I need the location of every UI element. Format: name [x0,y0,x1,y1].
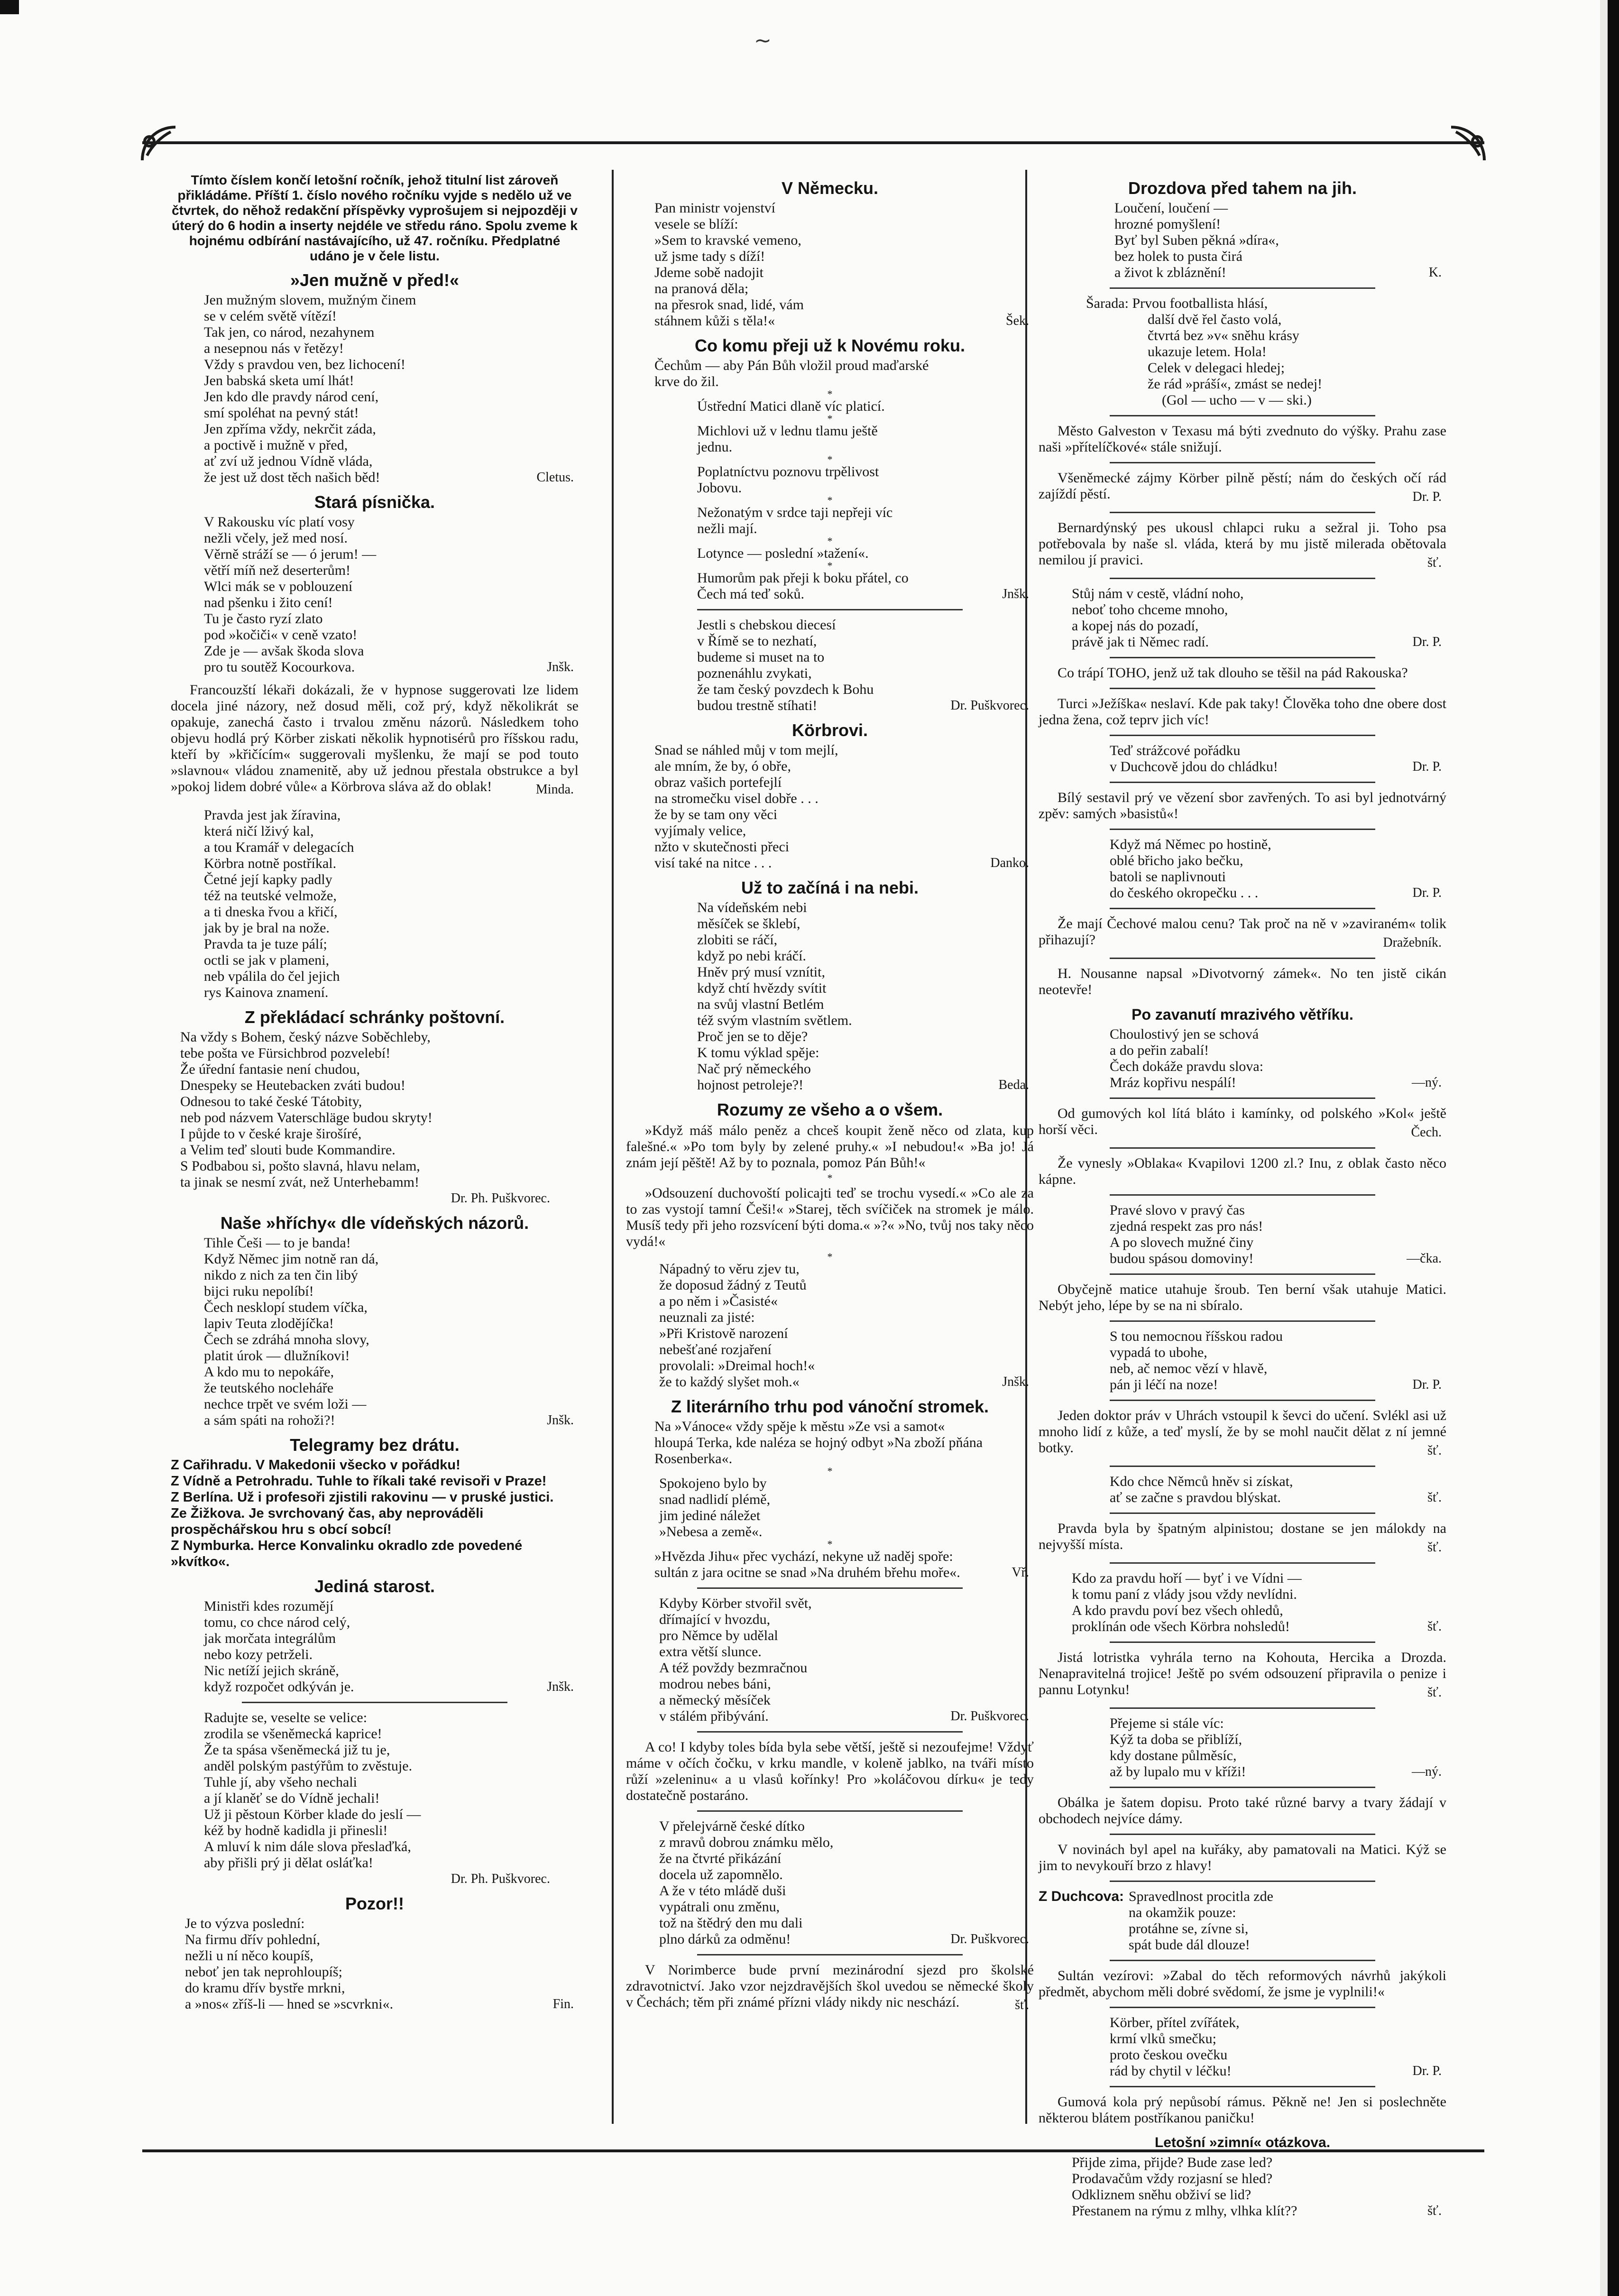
signature: Šek. [1006,314,1029,328]
separator-rule [697,1810,963,1812]
poem: Radujte se, veselte se velice: zrodila se všeněmecká kaprice! Že ta spása všeněmecká již tu je, anděl polským pastýřům to zvěstuje. Tuhle jí, aby všeho nechali a jí klaněť se do Vídně jechali! Už ji pěstoun Körber klade do jeslí — kéž by hodně kadidla ji přinesli! A mluví k nim dále slova přeslaďká, aby přišli prý ji dělat osláťka! [204,1710,421,1871]
separator-rule [1110,1194,1375,1196]
separator-rule [1110,1562,1375,1564]
separator-rule [1110,1097,1375,1099]
separator-rule [697,609,963,610]
separator-rule [1110,1787,1375,1788]
separator-rule [1110,908,1375,909]
separator-star: * [827,1465,833,1477]
paragraph: »Odsouzení duchovoští policajti teď se trochu vysedí.« »Co ale za to zas vystojí tamní Češi!« »Starej, těch svíčiček na stromek je málo. Musíš tedy při jeho rozsvícení býti doma.« »?« »No, tvůj nos taky něco vydá!« [626,1185,1034,1249]
signature: Dr. Puškvorec. [950,698,1029,713]
separator-star: * [827,453,833,465]
poem: Teď strážcové pořádku v Duchcově jdou do chládku! [1110,743,1278,775]
handwritten-mark: ~ [754,28,772,53]
separator-rule [1110,829,1375,830]
section-title: Letošní »zimní« otázkova. [1154,2135,1331,2150]
signature: šť. [1427,1490,1442,1505]
poem: Kdo za pravdu hoří — byť i ve Vídni — k tomu paní z vlády jsou vždy nevlídni. A kdo pravdu poví bez všech ohledů, proklínán ode všech Körbra nohsledů! [1072,1570,1302,1634]
paragraph: Od gumových kol lítá bláto i kamínky, od polského »Kol« ještě horší věci. [1039,1106,1446,1137]
separator-rule [1110,1707,1375,1709]
paragraph: »Když máš málo peněz a chceš koupit ženě něco od zlata, kup falešné.« »Po tom byly by zelené pruhy.« »I nebudou!« »Ba jo! Já znám její pěště! Až by to poznala, pomoz Pán Bůh!« [626,1123,1034,1171]
poem: Na vídeňském nebi měsíček se šklebí, zlobiti se ráčí, když po nebi kráčí. Hněv prý musí vznítit, když chtí hvězdy svítit na svůj vlastní Betlém též svým vlastním světlem. Proč jen se to děje? K tomu výklad spěje: Nač prý německého hojnost petroleje?! [697,900,852,1093]
paragraph: Bernardýnský pes ukousl chlapci ruku a sežral ji. Toho psa potřebovala by naše sl. vláda, která by mu jistě milerada obětovala nemilou jí pravici. [1039,520,1446,568]
signature: Dr. P. [1412,759,1442,774]
signature: Dr. Ph. Puškvorec. [451,1191,550,1206]
section-title: »Jen mužně v před!« [290,270,460,290]
poem: Choulostivý jen se schová a do peřin zabalí! Čech dokáže pravdu slova: Mráz kopřivu nespálí! [1110,1026,1264,1090]
signature: šť. [1427,555,1442,570]
poem: Je to výzva poslední: Na firmu dřív pohlední, nežli u ní něco koupíš, neboť jen tak neprohloupíš; do kramu dřív bystře mrkni, a »nos« zříš-li — hned se »scvrkni«. [185,1916,394,2012]
signature: Dr. P. [1412,2064,1442,2078]
signature: Jnšk. [547,660,574,674]
signature: —ný. [1412,1764,1442,1779]
poem: Nápadný to věru zjev tu, že doposud žádný z Teutů a po něm i »Časisté« neuznali za jisté: »Při Kristově narození nebešťané rozjaření provolali: »Dreimal hoch!« že to každý slyšet moh.« [659,1261,815,1390]
signature: Danko. [990,856,1029,870]
separator-star: * [827,560,833,572]
poem: Přijde zima, přijde? Bude zase led? Prodavačům vždy rozjasní se hled? Odkliznem sněhu obživí se lid? Přestanem na rýmu z mlhy, vlhka klít?? [1072,2155,1297,2219]
column-3 [1039,156,1446,2219]
separator-rule [1110,1320,1375,1322]
charade: Šarada: Prvou footballista hlásí, další dvě řel často volá, čtvrtá bez »v« sněhu krásy ukazuje letem. Hola! Celek v delegaci hledej; že rád »práší«, zmást se nedej! (Gol — ucho — v — ski.) [1086,295,1323,408]
paragraph: Co trápí TOHO, jenž už tak dlouho se těšil na pád Rakouska? [1058,665,1408,681]
section-title: Už to začíná i na nebi. [741,878,919,897]
section-title: Körbrovi. [791,720,868,740]
content-frame [142,137,1484,2219]
separator-star: * [827,388,833,400]
poem: Snad se náhled můj v tom mejlí, ale mním, že by, ó obře, obraz vašich portefejlí na stromečku visel dobře . . . že by se tam ony věci vyjímaly velice, nžto v skutečnosti přeci visí také na nitce . . . [654,742,838,871]
separator-rule [1110,462,1375,463]
signature: Dr. Puškvorec. [950,1709,1029,1724]
poem: V přelejvárně české dítko z mravů dobrou známku mělo, že na čtvrté přikázání docela už zapomnělo. A že v této mládě duši vypátrali onu změnu, tož na štědrý den mu dali plno dárků za odměnu! [659,1818,834,1947]
paragraph: Jeden doktor práv v Uhrách vstoupil k ševci do učení. Svlékl asi už mnoho lidí z kůže, a teď myslí, že by se mohl naučit dělat z ní jemné botky. [1039,1408,1446,1456]
paragraph: Bílý sestavil prý ve vězení sbor zavřených. To asi byl jednotvárný zpěv: samých »basistů«! [1039,790,1446,821]
separator-rule [1110,688,1375,689]
signature: Fin. [552,1997,574,2011]
duchcov-note: Z Duchcova: Spravedlnost procitla zde na okamžik pouze: protáhne se, zívne si, spát bude dál dlouze! [1039,1889,1273,1953]
separator-rule [1110,1466,1375,1467]
section-title: Naše »hříchy« dle vídeňských názorů. [220,1213,529,1233]
corner-ornament-icon [1444,122,1489,168]
poem: Kdyby Körber stvořil svět, dřímající v hvozdu, pro Němce by udělal extra větší slunce. A též povždy bezmračnou modrou nebes báni, a německý měsíček v stálém přibývání. [659,1595,812,1724]
paragraph: Na »Vánoce« vždy spěje k městu »Ze vsi a samot« hloupá Terka, kde naléza se hojný odbyt »Na zboží pňána Rosenberka«. [654,1419,983,1466]
separator-rule [1110,2007,1375,2008]
column-1 [171,156,579,2012]
section-title: Po zavanutí mrazivého větříku. [1131,1006,1353,1023]
poem: Körber, přítel zvířátek, krmí vlků smečku; proto českou ovečku rád by chytil v léčku! [1110,2015,1240,2079]
section-title: V Německu. [781,178,879,198]
page-edge [1600,0,1608,2296]
scan-border [1608,0,1619,2296]
separator-rule [697,1731,963,1733]
column-2: V Německu. Pan ministr vojenství vesele se blíží: »Sem to kravské vemeno, už jsme tady s díží! Jdeme sobě nadojit na pranová děla; na přesrok snad, lidé, vám stáhnem kůži s těla!« Šek. Co komu přeji už k Novému roku. Čechům — aby Pán Bůh vložil proud maďarské krve do žil. * Ústřední Matici dlaně víc platicí. * Michlovi už v lednu tlamu ještě jednu. * Poplatníctvu poznovu trpělivost Jobovu. * Nežonatým v srdce taji nepřeji víc nežli mají. * Lotynce — poslední »tažení«. * Humorům pak přeji k boku přátel, co Čech má teď soků. Jnšk. Jestli s chebskou diecesí v Římě se to nezhatí, budeme si muset na to poznenáhlu zvykati, že tam český povzdech k Bohu budou trestně stíhati! Dr. Puškvorec. Körbrovi. Snad se náhled můj v tom mejlí, ale mním, že by, ó obře, obraz vašich portefejlí na stromečku visel dobře . . . že by se tam ony věci vyjímaly velice, nžto v skutečnosti přeci visí také na nitce . . . Danko. Už to začíná i na nebi. Na vídeňském nebi měsíček se šklebí, zlobiti se ráčí, když po nebi kráčí. Hněv prý musí vznítit, když chtí hvězdy svítit na svůj vlastní Betlém též svým vlastním světlem. Proč jen se to děje? K tomu výklad spěje: Nač prý německého hojnost petroleje?! Beda. Rozumy ze všeho a o všem. »Když máš málo peněz a chceš koupit ženě něco od zlata, kup falešné.« »Po tom byly by zelené pruhy.« »I nebudou!« »Ba jo! Já znám její pěště! Až by to poznala, pomoz Pán Bůh!« * »Odsouzení duchovoští policajti teď se trochu vysedí.« »Co ale za to zas vystojí tamní Češi!« »Starej, těch svíčiček na stromek je málo. Musíš tedy při jeho rozsvícení býti doma.« »?« »No, tvůj nos taky něco vydá!« * Nápadný to věru zjev tu, že doposud žádný z Teutů a po něm i »Časisté« neuznali za jisté: »Při Kristově narození nebešťané rozjaření provolali: »Dreimal hoch!« že to každý slyšet moh.« Jnšk. Z literárního trhu pod vánoční stromek. Na »Vánoce« vždy spěje k městu »Ze vsi a samot« hloupá Terka, kde naléza se hojný odbyt »Na zboží pňána Rosenberka«. * Spokojeno bylo by snad nadlidí plémě, jim jediné náležet »Nebesa a země«. * »Hvězda Jihu« přec vychází, nekyne už naděj spoře: sultán z jara ocitne se snad »Na druhém břehu moře«. Vř. Kdyby Körber stvořil svět, dřímající v hvozdu, pro Němce by udělal extra větší slunce. A též povždy bezmračnou modrou nebes báni, a německý měsíček v stálém přibývání. Dr. Puškvorec. A co! I kdyby toles bída byla sebe větší, ještě si nezoufejme! Vždyť máme v očích čočku, v krku mandle, v koleně jablko, na tváři místo růží »zeleninu« a u vlasů kořínky! Pro »koláčovou dírku« je tedy dostatečně postaráno. V přelejvárně české dítko z mravů dobrou známku mělo, že na čtvrté přikázání docela už zapomnělo. A že v této mládě duši vypátrali onu změnu, tož na štědrý den mu dali plno dárků za odměnu! Dr. Puškvorec. V Norimberce bude první mezinárodní sjezd pro školské zdravotnictví. Jako vzor nejzdravějších škol uvedou se německé školy v Čechách; těm při známé přízni vlády nikdy nic neschází. šť. [626,178,1034,2012]
separator-rule [1110,1960,1375,1961]
separator-rule [697,1954,963,1955]
signature: šť. [1427,1619,1442,1634]
signature: šť. [1427,1685,1442,1700]
poem: S tou nemocnou říšskou radou vypadá to ubohe, neb, ač nemoc vězí v hlavě, pán ji léčí na noze! [1110,1328,1283,1392]
separator-rule [1110,1512,1375,1514]
separator-rule [1110,1834,1375,1835]
signature: šť. [1427,2204,1442,2218]
separator-rule [1110,287,1375,289]
paragraph: Jistá lotristka vyhrála terno na Kohouta, Hercika a Drozda. Nenapravitelná trojice! Ještě po svém odsouzení připravila o penize i pannu Lotynku! [1039,1650,1446,1697]
separator-rule [1110,578,1375,579]
separator-star: * [827,1538,833,1550]
separator-rule [1110,2086,1375,2087]
separator-star: * [827,1172,833,1184]
poem: Kdo chce Němců hněv si získat, ať se začne s pravdou blýskat. [1110,1474,1293,1505]
paragraph: Čechům — aby Pán Bůh vložil proud maďarské krve do žil. [654,358,929,389]
signature: Dr. P. [1412,1377,1442,1392]
signature: Minda. [535,782,574,797]
poem: Pan ministr vojenství vesele se blíží: »Sem to kravské vemeno, už jsme tady s díží! Jdeme sobě nadojit na pranová děla; na přesrok snad, lidé, vám stáhnem kůži s těla!« [654,200,804,329]
separator-star: * [827,413,833,424]
separator-star: * [827,494,833,506]
paragraph: V Norimberce bude první mezinárodní sjezd pro školské zdravotnictví. Jako vzor nejzdravějších škol uvedou se německé školy v Čechách; těm při známé přízni vlády nikdy nic neschází. [626,1962,1034,2010]
poem: Jen mužným slovem, mužným činem se v celém světě vítězí! Tak jen, co národ, nezahynem a nesepnou nás v řetězy! Vždy s pravdou ven, bez lichocení! Jen babská sketa umí lhát! Jen kdo dle pravdy národ cení, smí spoléhat na pevný stát! Jen zpříma vždy, nekrčit záda, a poctivě i mužně v před, ať zví už jednou Vídně vláda, že jest už dost těch našich běd! [204,292,416,485]
poem: Když má Němec po hostině, oblé břicho jako bečku, batoli se naplivnouti do českého okropečku . . . [1110,837,1271,901]
signature: Jnšk. [547,1679,574,1694]
paragraph: Pravda byla by špatným alpinistou; dostane se jen málokdy na nejvyšší místa. [1039,1521,1446,1552]
separator-rule [242,1702,507,1703]
separator-rule [1110,512,1375,513]
signature: Dr. Ph. Puškvorec. [451,1872,550,1886]
separator-rule [1110,1881,1375,1882]
paragraph: Obyčejně matice utahuje šroub. Ten berní však utahuje Matici. Nebýt jeho, lépe by se na ni sbíralo. [1039,1282,1446,1313]
poem: Ministři kdes rozumějí tomu, co chce národ celý, jak morčata integrálům nebo kozy petrželi. Nic netíží jejich skráně, když rozpočet odkýván je. [204,1598,354,1695]
paragraph: Gumová kola prý nepůsobí rámus. Pěkně ne! Jen si poslechněte některou blátem postříkanou paničku! [1039,2094,1446,2126]
separator-rule [1110,1147,1375,1149]
poem: V Rakousku víc platí vosy nežli včely, jež med nosí. Věrně stráží se — ó jerum! — větří míň než deserterům! Wlci mák se v poblouzení nad pšenku i žito cení! Tu je často ryzí zlato pod »kočiči« v ceně vzato! Zde je — avšak škoda slova pro tu soutěž Kocourkova. [204,514,377,675]
separator-rule [697,1587,963,1589]
poem: Spokojeno bylo by snad nadlidí plémě, jim jediné náležet »Nebesa a země«. [659,1475,771,1540]
signature: Dr. P. [1412,885,1442,900]
signature: Vř. [1012,1565,1029,1580]
section-title: Z literárního trhu pod vánoční stromek. [671,1397,989,1416]
paragraph: A co! I kdyby toles bída byla sebe větší, ještě si nezoufejme! Vždyť máme v očích čočku, v krku mandle, v koleně jablko, na tváři místo růží »zeleninu« a u vlasů kořínky! Pro »koláčovou dírku« je tedy dostatečně postaráno. [626,1739,1034,1803]
separator-rule [1110,1273,1375,1275]
paragraph: Město Galveston v Texasu má býti zvednuto do výšky. Prahu zase naši »přítelíčkové« stále snižují. [1039,423,1446,455]
signature: Dražebník. [1383,935,1442,950]
separator-star: * [827,1251,833,1263]
poem: Jestli s chebskou diecesí v Římě se to nezhatí, budeme si muset na to poznenáhlu zvykati, že tam český povzdech k Bohu budou trestně stíhati! [697,617,874,713]
paragraph: Obálka je šatem dopisu. Proto také různé barvy a tvary žádají v obchodech nejvíce dámy. [1039,1795,1446,1826]
signature: Čech. [1411,1125,1442,1140]
signature: —čka. [1407,1251,1442,1266]
signature: Cletus. [536,470,574,485]
poem: Na vždy s Bohem, český názve Soběchleby, tebe pošta ve Fürsichbrod pozvelebí! Že úřední fantasie není chudou, Dnespeky se Heutebacken zváti budou! Odnesou to také české Tátobity, neb pod názvem Vaterschläge budou skryty! I půjde to v české kraje širošíré, a Velim teď slouti bude Kommandire. S Podbabou si, pošto slavná, hlavu nelam, ta jinak se nesmí zvát, než Unterhebamm! [180,1029,432,1190]
separator-rule [1110,1641,1375,1643]
section-title: Telegramy bez drátu. [290,1435,460,1455]
separator-star: * [827,535,833,547]
telegrams: Z Cařihradu. V Makedonii všecko v pořádku! Z Vídně a Petrohradu. Tuhle to říkali také revisoři v Praze! Z Berlína. Už i profesoři zjistili rakovinu — v pruské justici. Ze Žižkova. Je svrchovaný čas, aby neprováděli prospěchářskou hru s obcí sobcí! Z Nymburka. Herce Konvalinku okradlo zde povedené »kvítko«. [171,1457,554,1569]
section-title: Jediná starost. [314,1577,435,1596]
top-rule [142,141,1484,144]
signature: Jnšk. [547,1413,574,1428]
signature: Jnšk. [1002,1374,1029,1389]
signature: Jnšk. [1002,587,1029,601]
signature: Dr. P. [1412,635,1442,649]
paragraph: Že vynesly »Oblaka« Kvapilovi 1200 zl.? Inu, z oblak často něco kápne. [1039,1155,1446,1187]
poem: Tihle Češi — to je banda! Když Němec jim notně ran dá, nikdo z nich za ten čin libý bijci ruku nepolíbí! Čech nesklopí studem víčka, lapiv Teuta zlodějíčka! Čech se zdráhá mnoha slovy, platit úrok — dlužníkovi! A kdo mu to nepokáře, že teutského nocleháře nechce trpět ve svém loži — a sám spáti na rohoži?! [204,1235,379,1428]
separator-rule [1110,657,1375,658]
paragraph: Turci »Ježíška« neslaví. Kde pak taky! Člověka toho dne obere dost jedna žena, což teprv jich víc! [1039,696,1446,728]
separator-rule [1110,1400,1375,1401]
section-title: Co komu přeji už k Novému roku. [694,336,966,355]
paragraph: Sultán vezírovi: »Zabal do těch reformových návrhů jakýkoli předmět, abychom měli dobré svědomí, že jsme je vyplnili!« [1039,1968,1446,2000]
announcement: Tímto číslem končí letošní ročník, jehož titulní list zároveň přikládáme. Příští 1. číslo nového ročníku vyjde s nedělo už ve čtvrtek, do něhož redakční příspěvky vyprošujem si nejpozději v úterý do 6 hodin a inserty nejdéle ve středu ráno. Spolu zveme k hojnému odbírání nastávajícího, už 47. ročníku. Předplatné udáno je v čele listu. [172,173,578,263]
signature: Beda. [998,1078,1029,1092]
section-title: Drozdova před tahem na jih. [1128,178,1357,198]
signature: Dr. P. [1412,489,1442,504]
poem: Loučení, loučení — hrozné pomyšlení! Byť byl Suben pěkná »díra«, bez holek to pusta čirá a život k zbláznění! [1114,200,1279,280]
signature: šť. [1427,1443,1442,1458]
signature: šť. [1015,1998,1029,2012]
poem: Stůj nám v cestě, vládní noho, neboť toho chceme mnoho, a kopej nás do pozadí, právě jak ti Němec radí. [1072,586,1244,650]
signature: šť. [1427,1540,1442,1555]
separator-rule [1110,782,1375,783]
poem: Spravedlnost procitla zde na okamžik pouze: protáhne se, zívne si, spát bude dál dlouze! [1129,1889,1273,1953]
paragraph: V novinách byl apel na kuřáky, aby pamatovali na Matici. Kýž se jim to nevykouří brzo z hlavy! [1039,1842,1446,1873]
signature: K. [1428,265,1442,280]
column-divider [612,170,614,2124]
separator-rule [1110,415,1375,416]
section-title: Z překládací schránky poštovní. [244,1007,505,1027]
separator-rule [1110,735,1375,736]
paragraph: »Hvězda Jihu« přec vychází, nekyne už naděj spoře: sultán z jara ocitne se snad »Na druhém břehu moře«. [654,1549,960,1580]
paragraph: H. Nousanne napsal »Divotvorný zámek«. No ten jistě cikán neotevře! [1039,966,1446,997]
poem: Pravé slovo v pravý čas zjedná respekt zas pro nás! A po slovech mužné činy budou spásou domoviny! [1110,1202,1263,1266]
signature: —ný. [1412,1075,1442,1090]
poem: Pravda jest jak žíravina, která ničí lživý kal, a tou Kramář v delegacích Körbra notně postříkal. Četné její kapky padly též na teutské velmože, a ti dneska řvou a křičí, jak by je bral na nože. Pravda ta je tuze pálí; octli se jak v plameni, neb vpálila do čel jejich rys Kainova znamení. [204,807,354,1000]
signature: Dr. Puškvorec. [950,1932,1029,1946]
poem: Přejeme si stále víc: Kýž ta doba se přiblíží, kdy dostane půlměsíc, až by lupalo mu v kříži! [1110,1715,1246,1780]
separator-rule [1110,958,1375,959]
section-title: Rozumy ze všeho a o všem. [717,1100,943,1119]
paragraph: Francouzští lékaři dokázali, že v hypnose suggerovati lze lidem docela jiné názory, než dosud měli, což prý, když několikrát se opakuje, zanechá často i trvalou změnu názorů. Následkem toho objevu hodlá prý Körber ziskati několik hypnotisérů pro říšskou radu, kteří by »křičícím« suggerovali myšlenku, že mají se pod touto »slavnou« vládou znamenitě, aby už jednou přestala obstrukce a byl »pokoj lidem dobré vůle« a Körbrova sláva až do oblak! [171,682,579,794]
section-title: Pozor!! [345,1894,404,1913]
paragraph: Všeněmecké zájmy Körber pilně pěstí; nám do českých očí rád zajíždí pěstí. [1039,470,1446,502]
paragraph: Že mají Čechové malou cenu? Tak proč na ně v »zaviraném« tolik přihazují? [1039,916,1446,948]
section-title: Stará písnička. [314,492,435,512]
scan-corner-shadow [0,0,19,14]
